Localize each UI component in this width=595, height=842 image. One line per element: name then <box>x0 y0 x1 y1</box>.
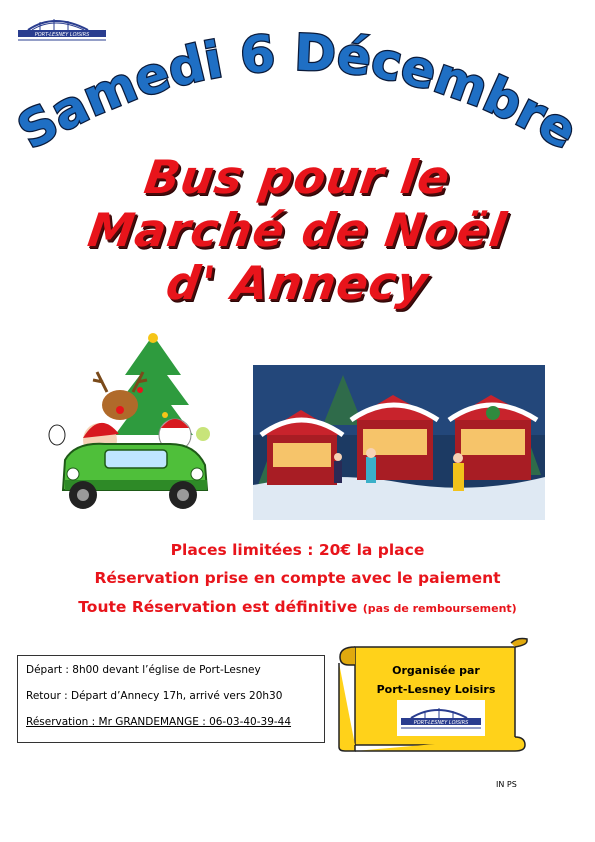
return-line: Retour : Départ d’Annecy 17h, arrivé vers 20h30 <box>26 690 283 702</box>
logo-small-text: PORT-LESNEY LOISIRS <box>413 720 469 726</box>
title-line-1: Bus pour le <box>141 150 454 204</box>
places-limited-text: Places limitées : 20€ la place <box>170 541 425 559</box>
reservation-payment-text: Réservation prise en compte avec le paiement <box>94 569 501 587</box>
organizer-name: Port-Lesney Loisirs <box>376 683 496 696</box>
title-line-2: Marché de Noël <box>84 203 511 257</box>
footer-code: IN PS <box>496 780 517 789</box>
logo-text: PORT-LESNEY LOISIRS <box>34 32 90 38</box>
reservation-label: Réservation <box>26 716 89 728</box>
organizer-text <box>372 661 500 699</box>
date-title-text: Samedi 6 Décembre <box>8 23 587 150</box>
svg-text:Samedi 6 Décembre <box>8 24 587 150</box>
reservation-value: : Mr GRANDEMANGE : 06-03-40-39-44 <box>88 716 292 728</box>
date-title <box>0 20 595 150</box>
trip-details-box <box>17 655 325 743</box>
reservation-contact-line <box>26 712 316 738</box>
reservation-definitive-text <box>0 598 595 616</box>
santa-car-illustration <box>45 330 220 520</box>
definitive-label: Toute Réservation est définitive <box>78 598 358 616</box>
no-refund-note: (pas de remboursement) <box>362 602 517 615</box>
departure-line: Départ : 8h00 devant l’église de Port-Lesney <box>26 664 261 676</box>
port-lesney-logo-small <box>397 700 485 736</box>
title-line-3: d' Annecy <box>162 256 433 310</box>
christmas-market-illustration <box>253 365 545 520</box>
organized-by-label: Organisée par <box>392 664 480 677</box>
